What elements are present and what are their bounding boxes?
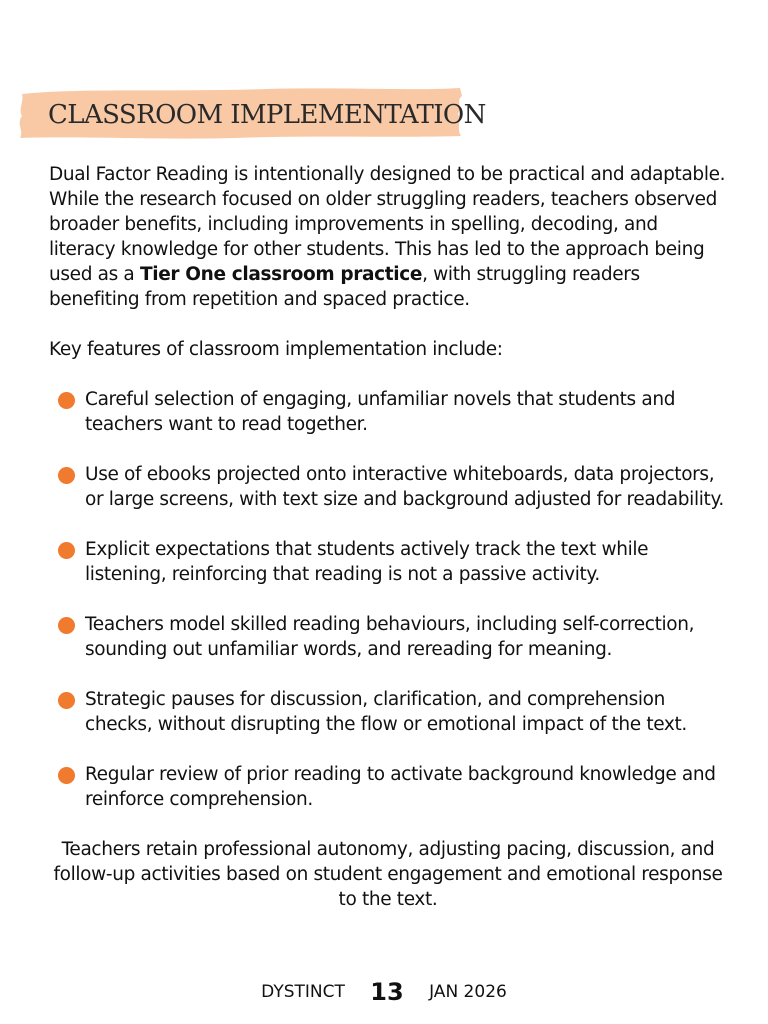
page-number: 13 [370,978,404,1006]
bullet-dot-icon [58,767,75,784]
list-item-text: Strategic pauses for discussion, clarification, and comprehension checks, without disrupting the flow or emotional impact of the text. [85,689,687,735]
intro-paragraph [49,162,729,312]
bullet-dot-icon [58,392,75,409]
list-item-text: Use of ebooks projected onto interactive whiteboards, data projectors, or large screens, with text size and background adjusted for readability. [85,464,724,510]
page-title: CLASSROOM IMPLEMENTATION [48,100,486,130]
issue-date: JAN 2026 [429,982,507,1002]
list-item-text: Regular review of prior reading to activate background knowledge and reinforce comprehension. [85,764,716,810]
list-item-text: Explicit expectations that students actively track the text while listening, reinforcing that reading is not a passive activity. [85,539,649,585]
list-item [49,687,729,737]
bullet-dot-icon [58,467,75,484]
bullet-dot-icon [58,617,75,634]
intro-bold-text: Tier One classroom practice [139,264,423,285]
feature-list [49,387,729,812]
closing-paragraph: Teachers retain professional autonomy, adjusting pacing, discussion, and follow-up activities based on student engagement and emotional response to the text. [53,839,723,910]
section-heading [16,86,486,140]
key-features-intro: Key features of classroom implementation include: [49,339,503,360]
bullet-dot-icon [58,542,75,559]
list-item [49,387,729,437]
publication-name: DYSTINCT [261,982,345,1002]
bullet-dot-icon [58,692,75,709]
list-item-text: Careful selection of engaging, unfamiliar novels that students and teachers want to read together. [85,389,676,435]
list-item [49,612,729,662]
list-item [49,537,729,587]
list-item [49,462,729,512]
intro-text: Dual Factor Reading is intentionally designed to be practical and adaptable. While the research focused on older struggling readers, teachers observed broader benefits, including improvements in spelling, decoding, and literacy knowledge for other students. This has led to the approach being used as a [49,164,726,285]
intro-text-end: , with struggling readers benefiting from repetition and spaced practice. [49,264,640,310]
page-footer [0,978,768,1006]
list-item [49,762,729,812]
list-item-text: Teachers model skilled reading behaviours, including self-correction, sounding out unfamiliar words, and rereading for meaning. [85,614,695,660]
article-body [49,162,729,912]
